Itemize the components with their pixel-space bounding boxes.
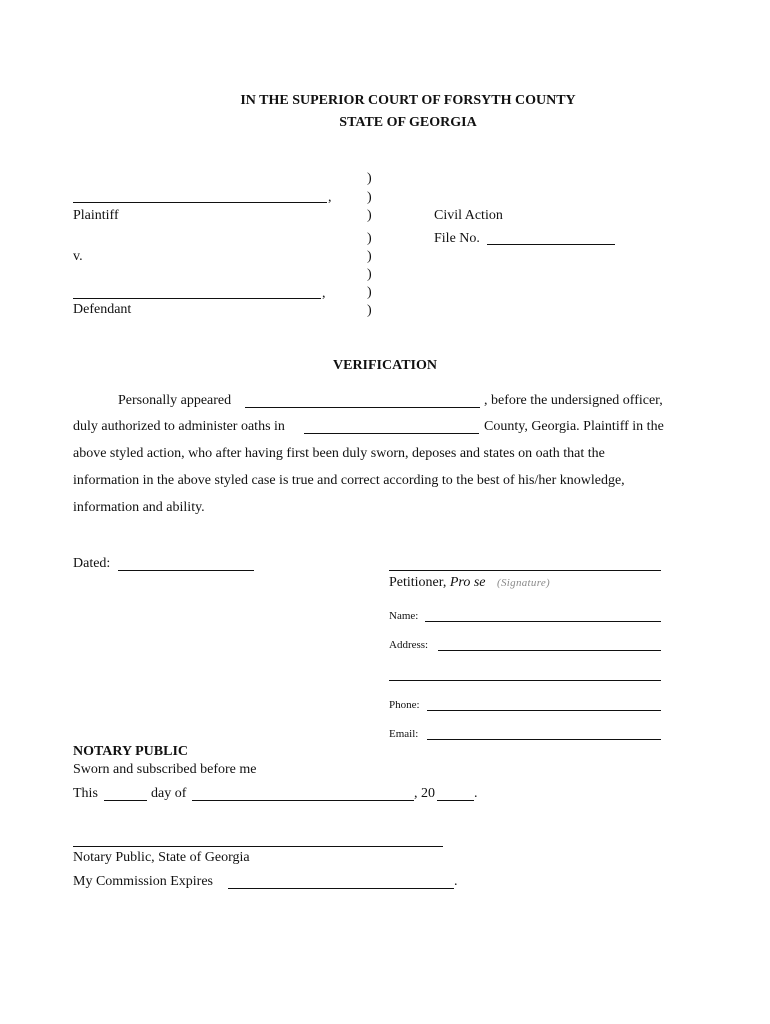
dated-line[interactable] xyxy=(118,570,254,571)
name-field[interactable] xyxy=(425,621,661,622)
notary-signature-line[interactable] xyxy=(73,846,443,847)
petitioner-label xyxy=(389,575,550,591)
versus-label: v. xyxy=(73,249,83,264)
caption-paren: ) xyxy=(367,249,372,264)
civil-action-label: Civil Action xyxy=(434,208,503,223)
phone-field[interactable] xyxy=(427,710,661,711)
signature-line[interactable] xyxy=(389,570,661,571)
pro-se-text: Pro se xyxy=(449,575,486,590)
commission-period: . xyxy=(454,874,458,889)
verification-title: VERIFICATION xyxy=(333,358,437,373)
month-field[interactable] xyxy=(192,800,414,801)
verification-text: duly authorized to administer oaths in xyxy=(73,419,285,434)
phone-label: Phone: xyxy=(389,699,420,711)
caption-paren: ) xyxy=(367,231,372,246)
caption-paren: ) xyxy=(367,190,372,205)
verification-text: information in the above styled case is true and correct according to the best of his/her knowledge, xyxy=(73,473,625,488)
day-of-label: day of xyxy=(151,786,187,801)
notary-state-label: Notary Public, State of Georgia xyxy=(73,850,250,865)
verification-text: above styled action, who after having first been duly sworn, deposes and states on oath that the xyxy=(73,446,605,461)
notary-title: NOTARY PUBLIC xyxy=(73,744,189,759)
court-title: IN THE SUPERIOR COURT OF FORSYTH COUNTY xyxy=(240,93,576,108)
year-field[interactable] xyxy=(437,800,474,801)
caption-paren: ) xyxy=(367,285,372,300)
appeared-name-line[interactable] xyxy=(245,407,480,408)
email-field[interactable] xyxy=(427,739,661,740)
year-prefix: , 20 xyxy=(414,786,435,801)
petitioner-text: Petitioner, xyxy=(389,575,447,590)
date-period: . xyxy=(474,786,478,801)
caption-paren: ) xyxy=(367,171,372,186)
plaintiff-label: Plaintiff xyxy=(73,208,119,223)
county-line[interactable] xyxy=(304,433,479,434)
defendant-comma: , xyxy=(322,286,326,301)
caption-paren: ) xyxy=(367,303,372,318)
commission-label: My Commission Expires xyxy=(73,874,214,889)
defendant-label: Defendant xyxy=(73,302,132,317)
address-label: Address: xyxy=(389,639,429,651)
file-no-line[interactable] xyxy=(487,244,615,245)
file-no-label: File No. xyxy=(434,231,480,246)
verification-text: Personally appeared xyxy=(118,393,232,408)
commission-field[interactable] xyxy=(228,888,454,889)
signature-hint: (Signature) xyxy=(497,577,551,589)
verification-text: County, Georgia. Plaintiff in the xyxy=(484,419,664,434)
plaintiff-comma: , xyxy=(328,190,332,205)
sworn-text: Sworn and subscribed before me xyxy=(73,762,257,777)
state-title: STATE OF GEORGIA xyxy=(339,115,477,130)
day-field[interactable] xyxy=(104,800,147,801)
address-field-line2[interactable] xyxy=(389,680,661,681)
address-field[interactable] xyxy=(438,650,661,651)
caption-paren: ) xyxy=(367,208,372,223)
verification-text: information and ability. xyxy=(73,500,205,515)
dated-label: Dated: xyxy=(73,556,111,571)
this-label: This xyxy=(73,786,98,801)
caption-paren: ) xyxy=(367,267,372,282)
defendant-name-line[interactable] xyxy=(73,298,321,299)
plaintiff-name-line[interactable] xyxy=(73,202,327,203)
name-label: Name: xyxy=(389,610,419,622)
verification-text: , before the undersigned officer, xyxy=(484,393,663,408)
email-label: Email: xyxy=(389,728,419,740)
